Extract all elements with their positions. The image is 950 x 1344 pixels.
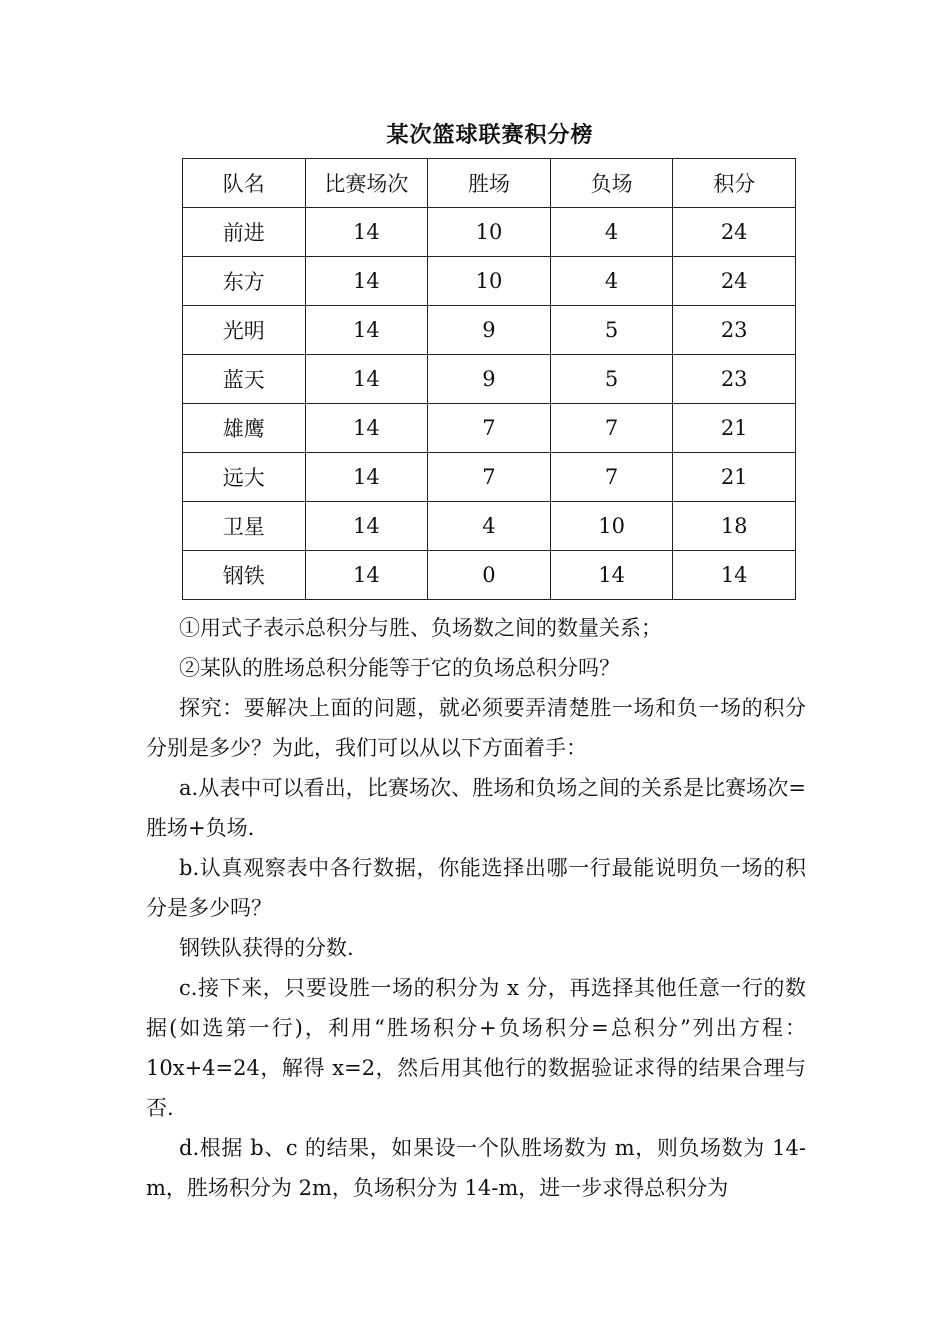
wins-cell: 4 [428,502,551,551]
header-team: 队名 [183,159,306,208]
table-row [183,306,796,355]
header-losses: 负场 [550,159,673,208]
losses-cell: 5 [550,355,673,404]
points-cell: 18 [673,502,796,551]
step-d: d.根据 b、c 的结果，如果设一个队胜场数为 m，则负场数为 14-m，胜场积分为 2m，负场积分为 14-m，进一步求得总积分为 [146,1136,806,1200]
wins-cell: 9 [428,306,551,355]
table-row [183,502,796,551]
team-name: 钢铁 [183,551,306,600]
games-cell: 14 [305,404,428,453]
standings-table [182,158,796,600]
points-cell: 24 [673,257,796,306]
step-c: c.接下来，只要设胜一场的积分为 x 分，再选择其他任意一行的数据(如选第一行)，利用“胜场积分+负场积分=总积分”列出方程：10x+4=24，解得 x=2，然后用其他行的数据验证求得的结果合理与否. [146,976,806,1120]
games-cell: 14 [305,453,428,502]
wins-cell: 7 [428,404,551,453]
points-cell: 23 [673,306,796,355]
losses-cell: 7 [550,404,673,453]
step-b-answer: 钢铁队获得的分数. [179,936,354,960]
points-cell: 14 [673,551,796,600]
team-name: 雄鹰 [183,404,306,453]
wins-cell: 0 [428,551,551,600]
team-name: 前进 [183,208,306,257]
losses-cell: 5 [550,306,673,355]
team-name: 远大 [183,453,306,502]
question-1: ①用式子表示总积分与胜、负场数之间的数量关系； [179,616,662,640]
points-cell: 24 [673,208,796,257]
header-points: 积分 [673,159,796,208]
step-a: a.从表中可以看出，比赛场次、胜场和负场之间的关系是比赛场次=胜场+负场. [146,776,806,840]
header-games: 比赛场次 [305,159,428,208]
question-2: ②某队的胜场总积分能等于它的负场总积分吗？ [179,656,620,680]
table-header-row [183,159,796,208]
team-name: 东方 [183,257,306,306]
losses-cell: 4 [550,208,673,257]
table-row [183,404,796,453]
losses-cell: 7 [550,453,673,502]
wins-cell: 7 [428,453,551,502]
wins-cell: 10 [428,208,551,257]
losses-cell: 14 [550,551,673,600]
team-name: 光明 [183,306,306,355]
table-title: 某次篮球联赛积分榜 [386,123,594,148]
games-cell: 14 [305,306,428,355]
losses-cell: 10 [550,502,673,551]
table-row [183,257,796,306]
games-cell: 14 [305,355,428,404]
games-cell: 14 [305,257,428,306]
table-row [183,453,796,502]
games-cell: 14 [305,208,428,257]
header-wins: 胜场 [428,159,551,208]
points-cell: 23 [673,355,796,404]
games-cell: 14 [305,551,428,600]
points-cell: 21 [673,404,796,453]
losses-cell: 4 [550,257,673,306]
step-b: b.认真观察表中各行数据，你能选择出哪一行最能说明负一场的积分是多少吗？ [146,856,806,920]
points-cell: 21 [673,453,796,502]
wins-cell: 10 [428,257,551,306]
body-text [146,608,806,1208]
team-name: 蓝天 [183,355,306,404]
table-row [183,355,796,404]
team-name: 卫星 [183,502,306,551]
wins-cell: 9 [428,355,551,404]
table-row [183,551,796,600]
games-cell: 14 [305,502,428,551]
explore-intro: 探究：要解决上面的问题，就必须要弄清楚胜一场和负一场的积分分别是多少？为此，我们可以从以下方面着手： [146,696,806,760]
table-row [183,208,796,257]
